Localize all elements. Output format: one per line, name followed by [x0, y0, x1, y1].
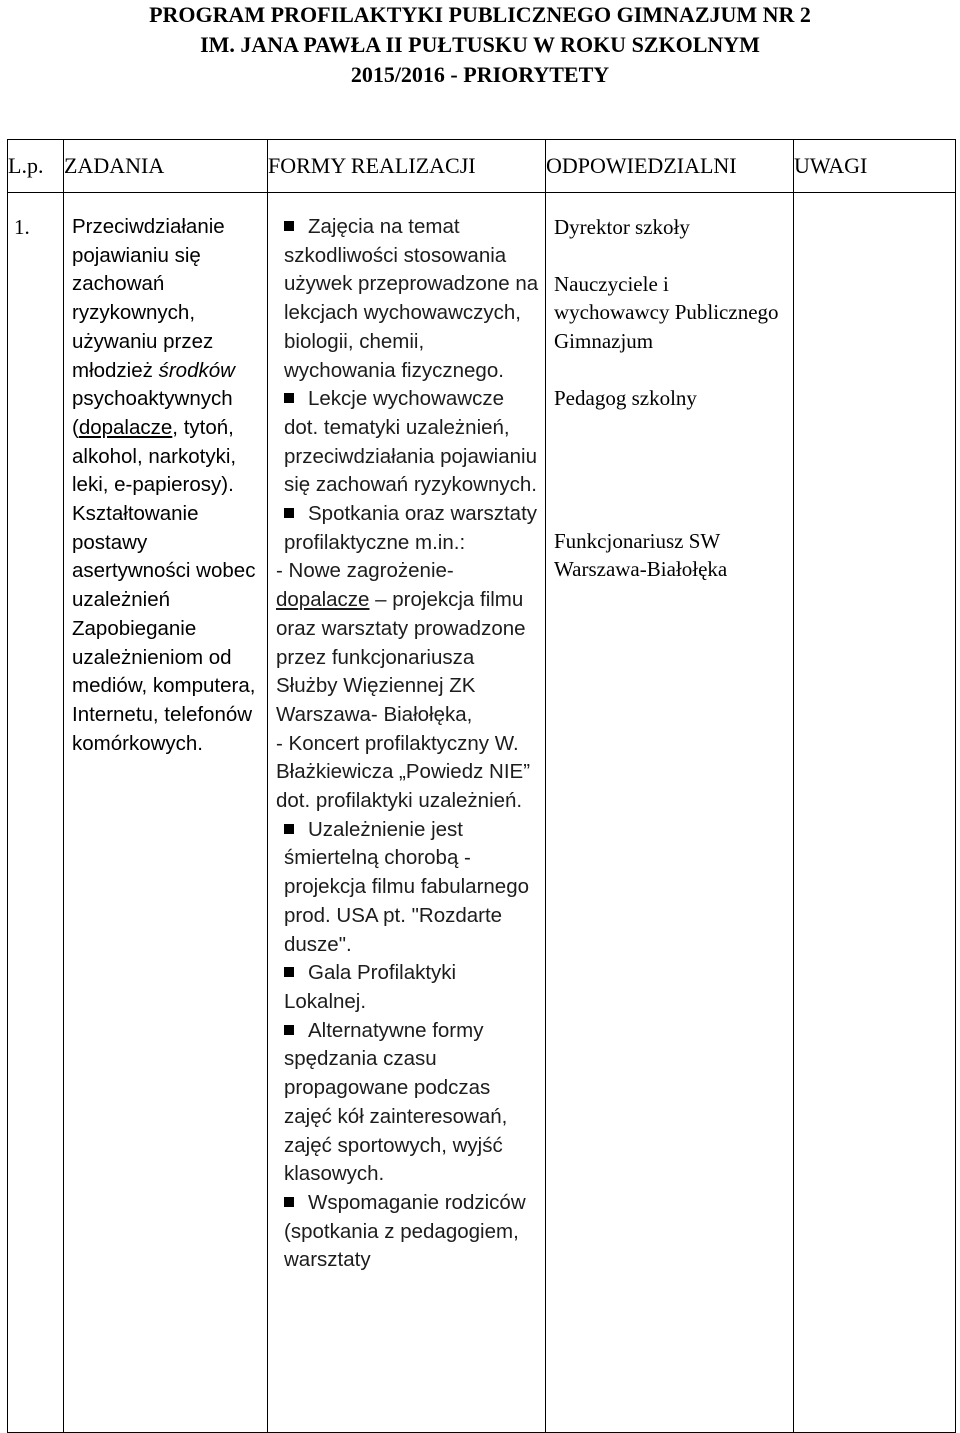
title-line-3: 2015/2016 - PRIORYTETY [350, 62, 610, 87]
dopalacze-underlined: dopalacze [276, 588, 370, 612]
forms-bullet-6: Alternatywne formy spędzania czasu propagowane podczas zajęć kół zainteresowań, zajęć sportowych, wyjść klasowych. [284, 1018, 508, 1186]
notes-cell [794, 193, 956, 1433]
document-title [0, 0, 960, 90]
forms-bullet-5: Gala Profilaktyki Lokalnej. [284, 961, 457, 1013]
row-number: 1. [8, 193, 64, 1433]
forms-bullet-3: Spotkania oraz warsztaty profilaktyczne m.in.: [284, 502, 538, 554]
col-header-notes: UWAGI [794, 140, 956, 193]
square-bullet-icon [284, 1025, 294, 1035]
table-header-row [8, 140, 956, 193]
task-cell [64, 193, 268, 1433]
title-line-1: PROGRAM PROFILAKTYKI PUBLICZNEGO GIMNAZJUM NR 2 [149, 2, 811, 27]
task-text-d: dopalacze [78, 415, 173, 439]
responsible-teachers: Nauczyciele i wychowawcy Publicznego Gimnazjum [554, 271, 779, 354]
forms-para-2: - Koncert profilaktyczny W. Błażkiewicza „Powiedz NIE” dot. profilaktyki uzależnień. [276, 731, 531, 813]
task-text-b: środków [158, 358, 235, 382]
responsible-sw-officer: Funkcjonariusz SW Warszawa-Białołęka [554, 528, 728, 582]
forms-bullet-7: Wspomaganie rodziców (spotkania z pedagogiem, warsztaty [284, 1190, 526, 1272]
square-bullet-icon [284, 824, 294, 834]
square-bullet-icon [284, 1197, 294, 1207]
forms-bullet-1: Zajęcia na temat szkodliwości stosowania używek przeprowadzone na lekcjach wychowawczych, biologii, chemii, wychowania fizycznego. [284, 215, 539, 382]
col-header-tasks: ZADANIA [64, 140, 268, 193]
square-bullet-icon [284, 221, 294, 231]
square-bullet-icon [284, 508, 294, 518]
col-header-forms: FORMY REALIZACJI [268, 140, 546, 193]
title-line-2: IM. JANA PAWŁA II PUŁTUSKU W ROKU SZKOLNYM [200, 32, 760, 57]
task-text-e: , tytoń, alkohol, narkotyki, leki, e-papierosy). Kształtowanie postawy asertywności wobec uzależnień Zapobieganie uzależnieniom od mediów, komputera, Internetu, telefonów komórkowych. [72, 415, 256, 755]
task-text-c: psychoaktywnych ( [72, 387, 233, 439]
task-text-a: Przeciwdziałanie pojawianiu się zachowań ryzykownych, używaniu przez młodzież [72, 215, 225, 382]
col-header-number: L.p. [8, 140, 64, 193]
forms-bullet-2: Lekcje wychowawcze dot. tematyki uzależnień, przeciwdziałania pojawianiu się zachowań ryzykownych. [284, 387, 537, 497]
program-table [7, 139, 956, 1433]
table-row [8, 193, 956, 1433]
square-bullet-icon [284, 967, 294, 977]
col-header-responsible: ODPOWIEDZIALNI [546, 140, 794, 193]
forms-bullet-4: Uzależnienie jest śmiertelną chorobą - projekcja filmu fabularnego prod. USA pt. "Rozdarte dusze". [284, 817, 529, 956]
responsible-director: Dyrektor szkoły [554, 215, 690, 239]
responsible-cell [546, 193, 794, 1433]
square-bullet-icon [284, 393, 294, 403]
forms-cell [268, 193, 546, 1433]
responsible-pedagogue: Pedagog szkolny [554, 385, 697, 410]
forms-para-1: - Nowe zagrożenie-dopalacze – projekcja filmu oraz warsztaty prowadzone przez funkcjonariusza Służby Więziennej ZK Warszawa- Białołęka, [276, 559, 526, 726]
